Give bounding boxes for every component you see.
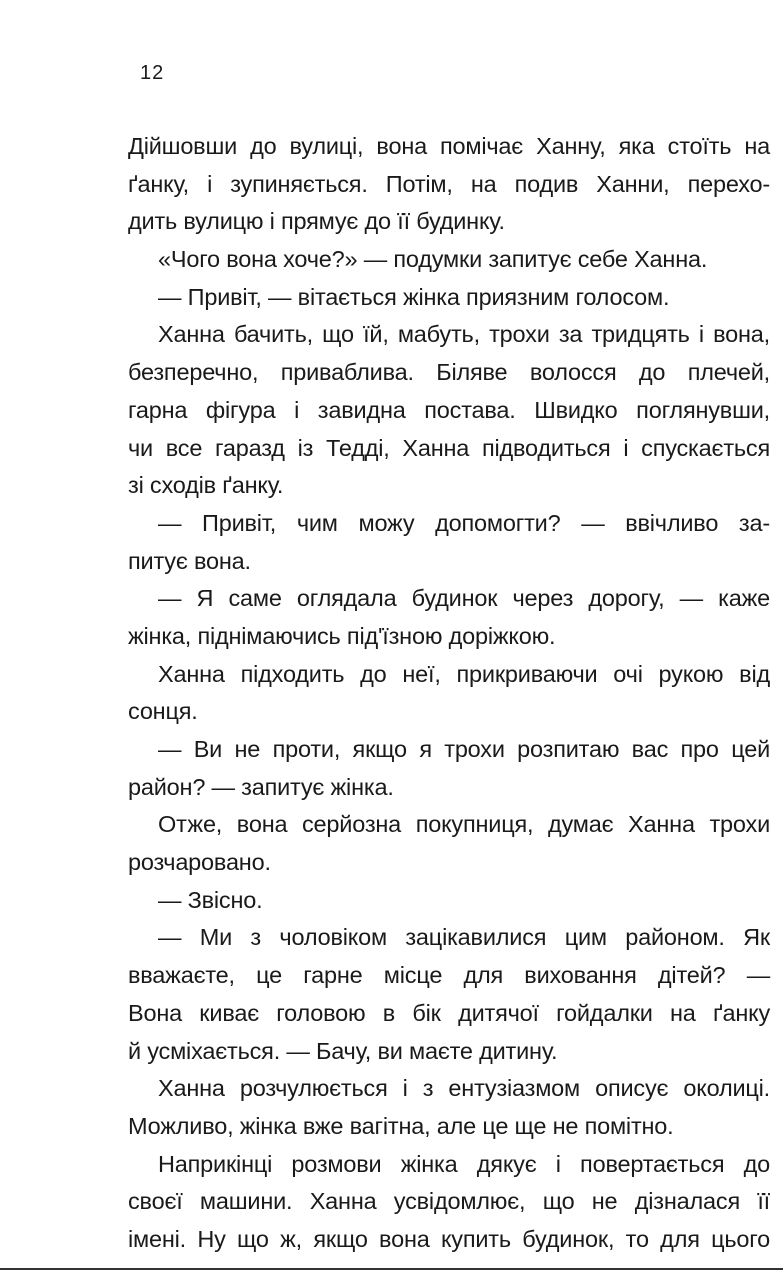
text-line: — Я саме оглядала будинок через дорогу, — каже bbox=[158, 585, 770, 612]
text-line: Наприкінці розмови жінка дякує і повертається до bbox=[158, 1150, 770, 1177]
page-body-text bbox=[128, 128, 770, 1259]
text-line: Дійшовши до вулиці, вона помічає Ханну, яка стоїть на bbox=[128, 133, 770, 159]
text-line: район? — запитує жінка. bbox=[128, 773, 394, 800]
text-line: — Ви не проти, якщо я трохи розпитаю вас про цей bbox=[158, 736, 770, 762]
text-line: Ханна розчулюється і з ентузіазмом описує околиці. bbox=[158, 1075, 770, 1102]
text-line: «Чого вона хоче?» — подумки запитує себе Ханна. bbox=[158, 246, 708, 273]
text-line: — Привіт, — вітається жінка приязним голосом. bbox=[158, 283, 670, 310]
text-line: своєї машини. Ханна усвідомлює, що не дізналася її bbox=[128, 1188, 770, 1215]
text-line: ґанку, і зупиняється. Потім, на подив Ханни, перехо- bbox=[128, 170, 770, 197]
text-line: гарна фігура і завидна постава. Швидко поглянувши, bbox=[128, 396, 770, 423]
text-line: — Ми з чоловіком зацікавилися цим районом. Як bbox=[158, 924, 770, 951]
text-line: Можливо, жінка вже вагітна, але це ще не помітно. bbox=[128, 1112, 674, 1139]
text-line: — Привіт, чим можу допомогти? — ввічливо за- bbox=[158, 509, 770, 536]
text-line: дить вулицю і прямує до її будинку. bbox=[128, 208, 505, 235]
text-line: жінка, піднімаючись під'їзною доріжкою. bbox=[128, 622, 556, 649]
text-line: чи все гаразд із Тедді, Ханна підводиться і спускається bbox=[128, 434, 770, 461]
text-line: й усміхається. — Бачу, ви маєте дитину. bbox=[128, 1037, 558, 1064]
text-line: Ханна підходить до неї, прикриваючи очі рукою від bbox=[158, 660, 770, 687]
text-line: вважаєте, це гарне місце для виховання дітей? — bbox=[128, 962, 770, 989]
text-line: зі сходів ґанку. bbox=[128, 472, 284, 499]
text-line: — Звісно. bbox=[158, 886, 263, 913]
text-line: Отже, вона серйозна покупниця, думає Ханна трохи bbox=[158, 811, 770, 838]
text-line: Ханна бачить, що їй, мабуть, трохи за тридцять і вона, bbox=[158, 321, 770, 348]
text-line: розчаровано. bbox=[128, 849, 271, 876]
text-line: сонця. bbox=[128, 698, 198, 725]
text-line: імені. Ну що ж, якщо вона купить будинок, то для цього bbox=[128, 1225, 770, 1252]
text-line: Вона киває головою в бік дитячої гойдалки на ґанку bbox=[128, 999, 770, 1026]
text-line: питує вона. bbox=[128, 547, 251, 574]
page-number: 12 bbox=[140, 62, 165, 84]
page-bottom-edge bbox=[0, 1268, 783, 1270]
text-line: безперечно, приваблива. Біляве волосся до плечей, bbox=[128, 359, 770, 386]
